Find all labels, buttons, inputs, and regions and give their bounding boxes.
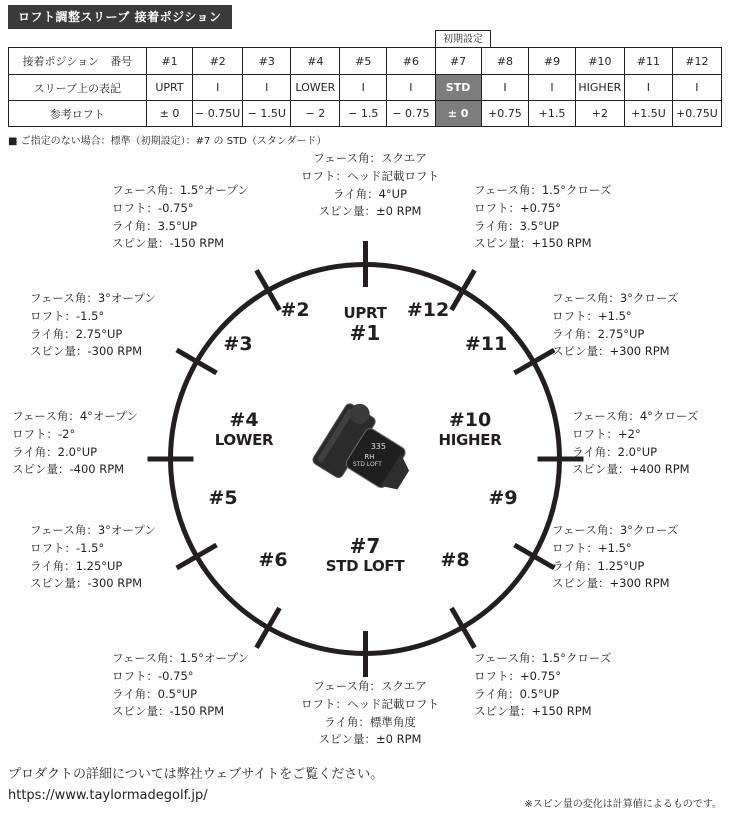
svg-text:STD LOFT: STD LOFT — [352, 461, 382, 469]
position-4-num: #4 — [229, 409, 259, 431]
loft-7: ± 0 — [435, 101, 481, 127]
tick-5 — [513, 543, 555, 570]
position-label-2 — [270, 300, 320, 322]
col-2: #2 — [193, 48, 243, 75]
loft-5: − 1.5 — [340, 101, 387, 127]
callout-bottom-line1: フェース角：スクエア — [313, 679, 427, 693]
position-7-num: #7 — [349, 534, 381, 558]
callout-right-line1: フェース角：4°クローズ — [572, 409, 699, 423]
callout-top-right-line2: ロフト：+0.75° — [474, 200, 561, 215]
position-label-3 — [213, 334, 263, 356]
callout-top-right-line1: フェース角：1.5°クローズ — [474, 183, 612, 197]
row-header-position: 接着ポジション 番号 — [9, 48, 147, 75]
sleeve-photo — [287, 390, 447, 520]
callout-upper-right — [552, 290, 730, 361]
loft-11: +1.5U — [624, 101, 672, 127]
callout-lower-right-line4: スピン量：+300 RPM — [552, 576, 670, 591]
tick-3 — [513, 348, 555, 375]
position-label-9 — [478, 488, 528, 510]
col-11: #11 — [624, 48, 672, 75]
tick-6 — [449, 607, 476, 649]
callout-top-left-line2: ロフト：-0.75° — [112, 200, 194, 215]
callout-upper-left-line3: ライ角：2.75°UP — [30, 326, 123, 341]
footer — [8, 765, 383, 807]
loft-2: − 0.75U — [193, 101, 243, 127]
callout-bottom-left-line2: ロフト：-0.75° — [112, 668, 194, 683]
callout-right-line2: ロフト：+2° — [572, 426, 641, 441]
callout-lower-left-line1: フェース角：3°オープン — [30, 523, 156, 537]
callout-bottom-right-line2: ロフト：+0.75° — [474, 668, 561, 683]
callout-lower-right-line3: ライ角：1.25°UP — [552, 558, 645, 573]
position-label-7 — [305, 535, 425, 575]
callout-upper-left-line4: スピン量：-300 RPM — [30, 344, 143, 359]
mark-4: LOWER — [291, 75, 340, 101]
callout-bottom-right-line4: スピン量：+150 RPM — [474, 704, 592, 719]
position-10-num: #10 — [448, 409, 492, 431]
loft-3: − 1.5U — [243, 101, 291, 127]
col-3: #3 — [243, 48, 291, 75]
callout-bottom-right-line1: フェース角：1.5°クローズ — [474, 651, 612, 665]
position-9-num: #9 — [488, 487, 518, 509]
callout-top-line4: スピン量：±0 RPM — [318, 204, 422, 219]
col-6: #6 — [387, 48, 435, 75]
callout-top-left-line3: ライ角：3.5°UP — [112, 218, 198, 233]
mark-10: HIGHER — [575, 75, 624, 101]
callout-upper-left-line2: ロフト：-1.5° — [30, 308, 105, 323]
callout-right-line3: ライ角：2.0°UP — [572, 444, 658, 459]
position-6-num: #6 — [258, 549, 288, 571]
position-label-6 — [248, 550, 298, 572]
callout-upper-left-line1: フェース角：3°オープン — [30, 291, 156, 305]
mark-11: I — [624, 75, 672, 101]
col-4: #4 — [291, 48, 340, 75]
position-label-4 — [198, 410, 290, 449]
col-12: #12 — [672, 48, 721, 75]
loft-10: +2 — [575, 101, 624, 127]
callout-top-line3: ライ角：4°UP — [332, 186, 408, 201]
callout-upper-right-line4: スピン量：+300 RPM — [552, 344, 670, 359]
callout-upper-right-line1: フェース角：3°クローズ — [552, 291, 679, 305]
mark-3: I — [243, 75, 291, 101]
position-12-num: #12 — [406, 299, 450, 321]
callout-left-line3: ライ角：2.0°UP — [12, 444, 98, 459]
position-4-sub: LOWER — [214, 430, 274, 449]
position-label-8 — [430, 550, 480, 572]
loft-4: − 2 — [291, 101, 340, 127]
sleeve-position-table — [8, 47, 722, 127]
callout-upper-right-line3: ライ角：2.75°UP — [552, 326, 645, 341]
page-title: ロフト調整スリーブ 接着ポジション — [8, 5, 232, 29]
table-row-lofts — [9, 101, 722, 127]
callout-top-right-line3: ライ角：3.5°UP — [474, 218, 560, 233]
tick-7 — [363, 631, 368, 677]
loft-1: ± 0 — [146, 101, 193, 127]
col-7: #7 — [435, 48, 481, 75]
mark-5: I — [340, 75, 387, 101]
table-row-header — [9, 48, 722, 75]
svg-text:RH: RH — [364, 453, 375, 462]
col-8: #8 — [481, 48, 529, 75]
callout-lower-right-line1: フェース角：3°クローズ — [552, 523, 679, 537]
callout-upper-right-line2: ロフト：+1.5° — [552, 308, 632, 323]
footer-text: プロダクトの詳細については弊社ウェブサイトをご覧ください。 — [8, 767, 384, 782]
loft-8: +0.75 — [481, 101, 529, 127]
mark-1: UPRT — [146, 75, 193, 101]
callout-bottom — [255, 678, 485, 749]
col-1: #1 — [146, 48, 193, 75]
footer-note: ※スピン量の変化は計算値によるものです。 — [524, 799, 722, 810]
callout-top-left-line1: フェース角：1.5°オープン — [112, 183, 249, 197]
mark-12: I — [672, 75, 721, 101]
loft-6: − 0.75 — [387, 101, 435, 127]
position-7-sub: STD LOFT — [325, 557, 405, 575]
position-1-sub: UPRT — [343, 304, 387, 322]
callout-lower-left — [30, 522, 210, 593]
tick-1 — [363, 241, 368, 287]
website-link[interactable]: https://www.taylormadegolf.jp/ — [8, 787, 208, 803]
callout-top-right-line4: スピン量：+150 RPM — [474, 236, 592, 251]
row-header-loft: 参考ロフト — [9, 101, 147, 127]
callout-top-left — [112, 182, 302, 253]
mark-2: I — [193, 75, 243, 101]
callout-left-line2: ロフト：-2° — [12, 426, 76, 441]
callout-bottom-right — [474, 650, 674, 721]
callout-bottom-line4: スピン量：±0 RPM — [318, 732, 422, 747]
col-9: #9 — [529, 48, 575, 75]
mark-9: I — [529, 75, 575, 101]
position-2-num: #2 — [280, 299, 310, 321]
callout-top-line1: フェース角：スクエア — [313, 151, 427, 165]
table-row-marks — [9, 75, 722, 101]
loft-9: +1.5 — [529, 101, 575, 127]
svg-text:335: 335 — [370, 442, 386, 452]
position-1-num: #1 — [349, 321, 381, 346]
callout-bottom-left-line3: ライ角：0.5°UP — [112, 686, 198, 701]
callout-lower-right-line2: ロフト：+1.5° — [552, 540, 632, 555]
position-label-11 — [458, 334, 514, 356]
position-8-num: #8 — [440, 549, 470, 571]
position-5-num: #5 — [208, 487, 238, 509]
sleeve-position-diagram — [0, 150, 730, 760]
col-5: #5 — [340, 48, 387, 75]
callout-bottom-left-line4: スピン量：-150 RPM — [112, 704, 225, 719]
callout-top-line2: ロフト：ヘッド記載ロフト — [301, 168, 439, 183]
table-note: ■ ご指定のない場合：標準（初期設定）：#7 の STD（スタンダード） — [8, 136, 327, 147]
callout-upper-left — [30, 290, 210, 361]
callout-left-line4: スピン量：-400 RPM — [12, 462, 125, 477]
mark-6: I — [387, 75, 435, 101]
position-label-5 — [198, 488, 248, 510]
callout-lower-left-line3: ライ角：1.25°UP — [30, 558, 123, 573]
callout-right-line4: スピン量：+400 RPM — [572, 462, 690, 477]
mark-8: I — [481, 75, 529, 101]
row-header-marks: スリーブ上の表記 — [9, 75, 147, 101]
callout-bottom-right-line3: ライ角：0.5°UP — [474, 686, 560, 701]
position-10-sub: HIGHER — [438, 430, 502, 449]
tick-8 — [254, 607, 281, 649]
position-11-num: #11 — [464, 333, 508, 355]
callout-lower-right — [552, 522, 730, 593]
callout-left-line1: フェース角：4°オープン — [12, 409, 138, 423]
callout-right — [572, 408, 730, 479]
position-3-num: #3 — [223, 333, 253, 355]
col-10: #10 — [575, 48, 624, 75]
callout-left — [12, 408, 192, 479]
callout-bottom-left-line1: フェース角：1.5°オープン — [112, 651, 249, 665]
callout-top-right — [474, 182, 674, 253]
callout-bottom-line2: ロフト：ヘッド記載ロフト — [301, 696, 439, 711]
position-label-1 — [330, 305, 400, 345]
callout-top-left-line4: スピン量：-150 RPM — [112, 236, 225, 251]
position-label-12 — [400, 300, 456, 322]
mark-7: STD — [435, 75, 481, 101]
loft-12: +0.75U — [672, 101, 721, 127]
callout-lower-left-line2: ロフト：-1.5° — [30, 540, 105, 555]
callout-bottom-line3: ライ角：標準角度 — [324, 714, 416, 729]
initial-setting-label: 初期設定 — [435, 30, 491, 47]
callout-lower-left-line4: スピン量：-300 RPM — [30, 576, 143, 591]
